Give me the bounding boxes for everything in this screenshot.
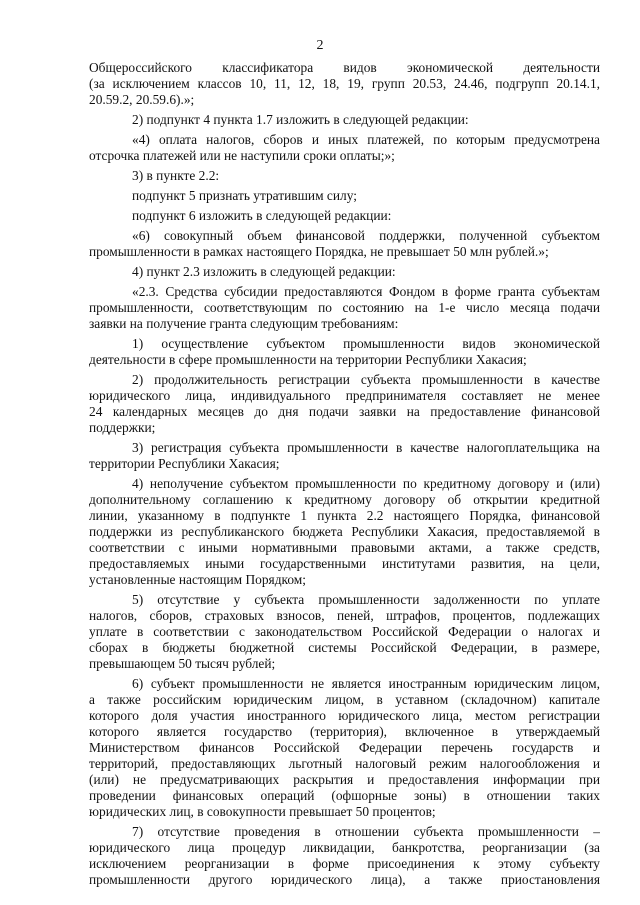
text-line: 7) отсутствие проведения в отношении субъекта промышленности – <box>132 824 600 839</box>
text-line: 4) пункт 2.3 изложить в следующей редакции: <box>132 264 396 279</box>
text-line: юридического лица процедур ликвидации, банкротства, реорганизации (за <box>89 840 600 855</box>
text-line: промышленности, соответствующим по состоянию на 1-е число месяца подачи <box>89 300 600 315</box>
text-line: 20.59.2, 20.59.6).»; <box>89 92 195 107</box>
text-line: промышленности другого юридического лица), а также приостановления <box>89 872 600 887</box>
text-line: поддержки из республиканского бюджета Республики Хакасия, предоставляемой в <box>89 524 600 539</box>
text-line: Общероссийского классификатора видов экономической деятельности <box>89 60 600 75</box>
text-line: «6) совокупный объем финансовой поддержки, полученной субъектом <box>132 228 600 243</box>
text-line: подпункт 5 признать утратившим силу; <box>132 188 357 203</box>
text-line: установленные настоящим Порядком; <box>89 572 306 587</box>
text-line: предоставляемых иными государственными институтами развития, на цели, <box>89 556 600 571</box>
text-line: (или) не предусматривающих раскрытия и предоставления информации при <box>89 772 600 787</box>
text-line: проведении финансовых операций (офшорные зоны) в отношении таких <box>89 788 600 803</box>
text-line: заявки на получение гранта следующим требованиям: <box>89 316 399 331</box>
text-line: соответствии с иными нормативными правовыми актами, а также средств, <box>89 540 600 555</box>
text-line: юридического лица, индивидуального предпринимателя составляет не менее <box>89 388 600 403</box>
text-line: 5) отсутствие у субъекта промышленности задолженности по уплате <box>132 592 600 607</box>
text-line: 3) регистрация субъекта промышленности в качестве налогоплательщика на <box>132 440 600 455</box>
text-line: юридических лиц, в совокупности превышает 50 процентов; <box>89 804 436 819</box>
text-line: дополнительному соглашению к кредитному договору об открытии кредитной <box>89 492 600 507</box>
text-line: 1) осуществление субъектом промышленности видов экономической <box>132 336 600 351</box>
text-line: 3) в пункте 2.2: <box>132 168 220 183</box>
text-line: «4) оплата налогов, сборов и иных платежей, по которым предусмотрена <box>132 132 600 147</box>
text-line: деятельности в сфере промышленности на территории Республики Хакасия; <box>89 352 527 367</box>
text-line: 2) продолжительность регистрации субъекта промышленности в качестве <box>132 372 600 387</box>
text-line: отсрочка платежей или не наступили сроки оплаты;»; <box>89 148 395 163</box>
text-line: Министерством финансов Российской Федерации перечень государств и <box>89 740 600 755</box>
text-line: (за исключением классов 10, 11, 12, 18, 19, групп 20.53, 24.46, подгрупп 20.14.1, <box>89 76 600 91</box>
page-number: 2 <box>316 38 324 53</box>
text-line: поддержки; <box>89 420 156 435</box>
text-line: налогов, сборов, страховых взносов, пеней, штрафов, процентов, подлежащих <box>89 608 600 623</box>
text-line: уплате в соответствии с законодательством Российской Федерации о налогах и <box>89 624 600 639</box>
text-line: «2.3. Средства субсидии предоставляются Фондом в форме гранта субъектам <box>132 284 600 299</box>
text-line: превышающем 50 тысяч рублей; <box>89 656 276 671</box>
text-line: территории Республики Хакасия; <box>89 456 280 471</box>
text-line: промышленности в рамках настоящего Порядка, не превышает 50 млн рублей.»; <box>89 244 549 259</box>
text-line: 24 календарных месяцев до дня подачи заявки на предоставление финансовой <box>89 404 600 419</box>
text-line: 4) неполучение субъектом промышленности по кредитному договору и (или) <box>132 476 600 491</box>
text-line: сборах в бюджеты бюджетной системы Российской Федерации, в размере, <box>89 640 600 655</box>
text-line: а также российским юридическим лицом, в уставном (складочном) капитале <box>89 692 600 707</box>
text-line: 2) подпункт 4 пункта 1.7 изложить в следующей редакции: <box>132 112 469 127</box>
text-line: территорий, предоставляющих льготный налоговый режим налогообложения и <box>89 756 600 771</box>
text-line: которого является государство (территория), включенное в утверждаемый <box>89 724 600 739</box>
text-line: исключением реорганизации в форме присоединения к этому субъекту <box>89 856 600 871</box>
document-body <box>89 60 600 888</box>
text-line: линии, указанному в подпункте 1 пункта 2.2 настоящего Порядка, финансовой <box>89 508 600 523</box>
text-line: которого доля участия иностранного юридического лица, местом регистрации <box>89 708 600 723</box>
text-line: подпункт 6 изложить в следующей редакции: <box>132 208 392 223</box>
text-line: 6) субъект промышленности не является иностранным юридическим лицом, <box>132 676 600 691</box>
